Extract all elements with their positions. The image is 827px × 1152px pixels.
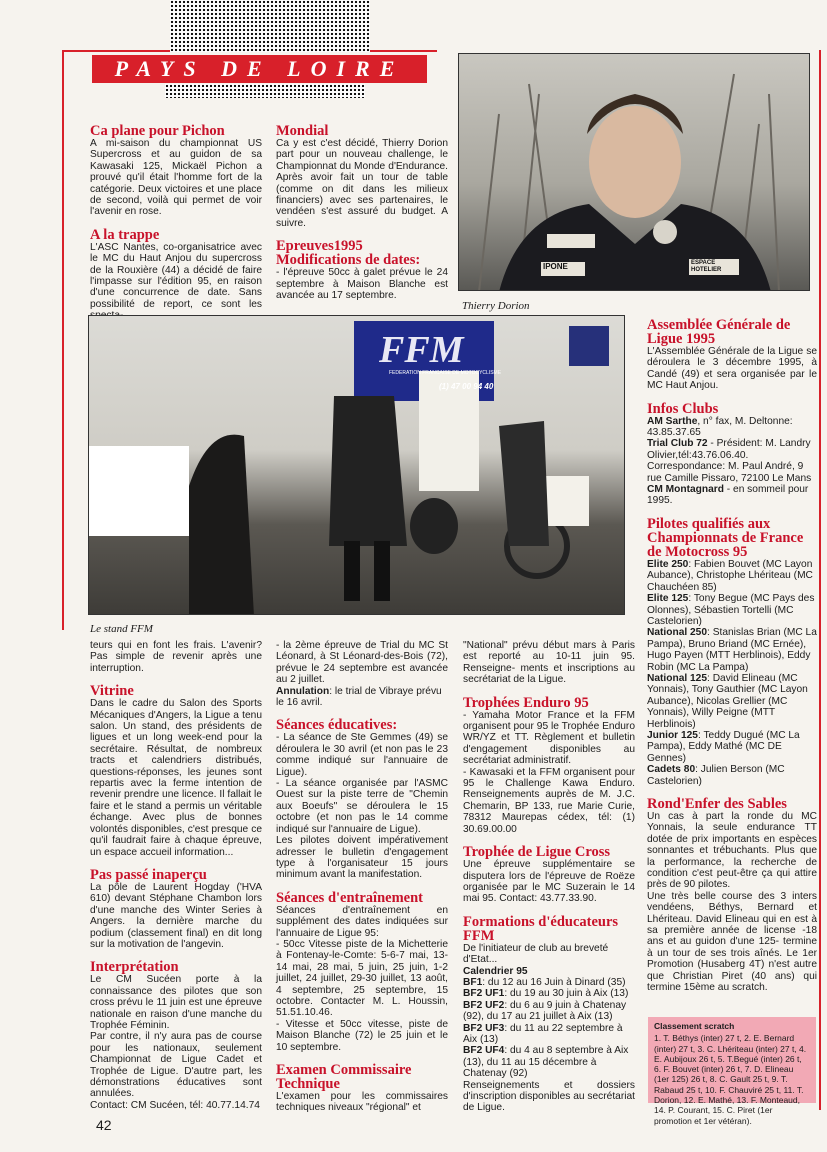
club-am-sarthe [647, 416, 817, 439]
classement-title: Classement scratch [654, 1021, 735, 1031]
heading-formations: Formations d'éducateurs FFM [463, 913, 619, 944]
text-pichon: A mi-saison du championnat US Supercross et au guidon de sa Kawasaki 125, Mickaël Pichon a prouvé qu'il était l'homme fort de la catégorie. Deux victoires et une place de second, voilà qui permet de voir l'avenir en rose. [90, 138, 262, 218]
stand-sign-main: FFM [379, 329, 464, 371]
qualif-text: : Fabien Bouvet (MC Layon Aubance), Christophe Lhériteau (MC Chauchéen 85) [647, 558, 813, 593]
calendar-item-text: : du 6 au 9 juin à Chatenay (92), du 17 au 21 juillet à Aix (13) [463, 999, 627, 1023]
heading-trophee-cross: Trophée de Ligue Cross [463, 844, 611, 861]
calendar-item-label: BF2 UF1 [463, 988, 505, 1000]
heading-seances-educatives: Séances éducatives: [276, 717, 398, 734]
heading-infos-clubs: Infos Clubs [647, 400, 719, 417]
classement-text: 1. T. Béthys (inter) 27 t, 2. E. Bernard (inter) 27 t, 3. C. Lhériteau (inter) 27 t, 4. E. Aubijoux 26 t, 5. T.Begué (inter) 26 t, 6. F. Bouvet (inter) 26 t, 7. D. Elineau (1er 125) 26 t, 8. C. Gault 25 t, 9. T. Rabaud 25 t, 10. F. Chauviré 25 t, 11. T. Dorion, 12. E. Mathé, 13. F. Monteaud, 14. P. Courant, 15. C. Piret (1er promotion et 1er vétéran). [654, 1033, 807, 1126]
qualif-text: : Tony Begue (MC Pays des Olonnes), Sébastien Tortelli (MC Castelorien) [647, 593, 815, 627]
heading-seances-entrainement: Séances d'entraînement [276, 889, 423, 906]
text-interpretation-1: Le CM Sucéen porte à la connaissance des pilotes que son cross prévu le 11 juin est une épreuve nationale en raison d'une manche du Trophée Féminin. [90, 974, 262, 1031]
club-trial-72-name: Trial Club 72 [647, 438, 708, 450]
calendar-item-text: : du 19 au 30 juin à Aix (13) [504, 988, 629, 1000]
section-banner: PAYS DE LOIRE [92, 55, 427, 83]
club-cm-montagnard-info: - en sommeil pour 1995. [647, 484, 809, 507]
text-mondial: Ca y est c'est décidé, Thierry Dorion part pour un nouveau challenge, le Championnat du Monde d'Endurance. Après avoir fait un tour de table (comme on dit dans les milieux financiers) avec ses partenaires, le vendéen s'est assuré du budget. A suivre. [276, 138, 448, 229]
qualif-label: National 250 [647, 627, 708, 639]
text-interpretation-2: Par contre, il n'y aura pas de course pour les nationaux, seulement Championnat de Ligue Cadet et Trophée de Ligue. D'autre part, les démonstrations éducatives sont annulées. [90, 1031, 262, 1100]
qualif-label: Cadets 80 [647, 764, 696, 776]
club-correspondance: Correspondance: M. Paul André, 9 rue Camille Pissaro, 72100 Le Mans [647, 461, 812, 484]
text-interpretation-contact: Contact: CM Sucéen, tél: 40.77.14.74 [90, 1099, 260, 1111]
text-continuation: teurs qui en font les frais. L'avenir? Pas simple de revenir après une interruption. [90, 640, 262, 674]
text-entrainement-maison-blanche: - Vitesse et 50cc vitesse, piste de Maison Blanche (72) le 25 juin et le 10 septembre. [276, 1018, 448, 1053]
qualif-text: : David Elineau (MC Yonnais), Tony Gauthier (MC Layon Aubance), Nicolas Grellier (MC Yonnais), Willy Peigne (MTT Herblinois) [647, 672, 808, 730]
qualif-text: : Julien Berson (MC Castelorien) [647, 764, 785, 787]
text-trial-st-leonard: - la 2ème épreuve de Trial du MC St Léonard, à St Léonard-des-Bois (72), prévue le 24 septembre est avancée au 2 juillet. [276, 640, 448, 686]
column-1 [90, 640, 262, 1111]
heading-interpretation: Interprétation [90, 959, 179, 976]
heading-pilotes: Pilotes qualifiés aux Championnats de France de Motocross 95 [647, 515, 804, 560]
text-annulation [276, 686, 448, 709]
banner-halftone-bottom [165, 84, 365, 98]
heading-epreuves: Epreuves1995 Modifications de dates: [276, 238, 421, 269]
jacket-logo-espace: ESPACE HOTELIER [691, 260, 722, 273]
calendar-item-text: : du 4 au 8 septembre à Aix (13), du 11 au 15 décembre à Chatenay (92) [463, 1045, 629, 1080]
calendar-item [463, 1000, 635, 1023]
heading-rond-enfer: Rond'Enfer des Sables [647, 796, 787, 812]
calendar-item-label: BF1 [463, 976, 483, 988]
column-2 [276, 640, 448, 1114]
calendar-item [463, 1023, 635, 1046]
calendar-item-text: : du 12 au 16 Juin à Dinard (35) [482, 976, 626, 988]
right-red-rule [819, 50, 821, 1110]
qualif-text: : Teddy Dugué (MC La Pampa), Eddy Mathé (MC DE Gennes) [647, 729, 800, 764]
left-red-rule [62, 50, 64, 630]
qualif-text: : Stanislas Brian (MC La Pampa), Bruno Briand (MC Ernée), Hugo Payen (MTT Herblinois), Eddy Robin (MC La Pampa) [647, 627, 817, 673]
calendar-title [463, 966, 635, 977]
text-trappe: L'ASC Nantes, co-organisatrice avec le MC du Haut Anjou du supercross de la Rouxière (44) a décidé de faire l'impasse sur l'édition 95, en raison d'une concurrence de date. Sans possibilité de report, ce sont les [90, 241, 262, 310]
heading-vitrine: Vitrine [90, 683, 134, 700]
club-trial-72-info: - Président: M. Landry Olivier,tél:43.76.06.40. [647, 438, 811, 461]
text-trophee-cross: Une épreuve supplémentaire se disputera lors de l'épreuve de Roëze organisée par le MC Suzerain le 14 mai 95. Contact: 43.77.33.90. [463, 859, 635, 905]
calendar-item [463, 1045, 635, 1079]
stand-sign-phone: (1) 47 00 94 40 [439, 382, 494, 391]
calendar-item-label: BF2 UF3 [463, 1022, 505, 1034]
text-trophee-kawasaki: - Kawasaki et la FFM organisent pour 95 le Challenge Kawa Enduro. Renseignements auprès de M. J.C. Chemarin, BP 133, rue Marie Curie, 78312 Maurepas cédex, tél: (1) 30.69.00.00 [463, 766, 635, 835]
qualif-label: Elite 250 [647, 558, 689, 570]
annulation-label: Annulation [276, 685, 330, 697]
heading-pichon: Ca plane pour Pichon [90, 123, 225, 139]
calendar-item-label: BF2 UF4 [463, 1045, 505, 1057]
classement-box [648, 1017, 816, 1126]
portrait-caption: Thierry Dorion [462, 300, 530, 312]
column-4 [647, 318, 817, 994]
text-rond-enfer-1: Un cas à part la ronde du MC Yonnais, la seule endurance TT dotée de prix importants en espèces sonnantes et trébuchants. Plus que la performance, la recherche de condition c'est peut-être ça qui attire près de 90 pilotes. [647, 811, 817, 891]
text-trophee-yamaha: - Yamaha Motor France et la FFM organisent pour 95 le Trophée Enduro WR/YZ et TT. Règlement et bulletin d'engagement disponibles au secrétariat administratif. [463, 709, 635, 767]
text-entrainement-michetterie: - 50cc Vitesse piste de la Michetterie à Fontenay-le-Comte: 5-6-7 mai, 13-14 mai, 28 mai, 5 juin, 25 juin, 1-2 juillet, 24 juillet, 29-30 juillet, 13 août, 4 septembre, 25 septembre, 15 octobre. Contacter M. L. Houssin, 51.51.10.46. [276, 938, 448, 1019]
qualif-national-125 [647, 673, 817, 730]
qualif-label: National 125 [647, 672, 708, 684]
text-rond-enfer-2: Une très belle course des 3 inters vendéens, Béthys, Bernard et Lhériteau. David Elineau qui en est à sa première année de license -18 ans et au guidon d'une 125- termine à un tour de ses trois aînés. Le 1er Promotion (Husaberg 4T) n'est autre que Christian Piret (40 ans) qui termine 15ème au scratch. [647, 890, 817, 994]
calendar-item [463, 988, 635, 999]
portrait-photo [458, 53, 810, 291]
stand-sign-sub: FEDERATION FRANCAISE DE MOTOCYCLISME [389, 370, 502, 376]
calendar-title-text: Calendrier 95 [463, 965, 528, 977]
text-seance-asmc: - La séance organisée par l'ASMC Ouest sur la piste terre de "Chemin aux Boeufs" se déroulera le 15 octobre (et non pas le 14 comme indiqué sur l'annuaire de Ligue). [276, 778, 448, 835]
portrait-illustration [459, 54, 810, 291]
stand-caption: Le stand FFM [90, 623, 153, 635]
qualif-elite-125 [647, 593, 817, 627]
column-1-top [90, 124, 262, 322]
club-am-sarthe-info: , n° fax, M. Deltonne: 43.85.37.65 [647, 415, 793, 439]
text-epreuves: - l'épreuve 50cc à galet prévue le 24 septembre à Maison Blanche est avancée au 17 septembre. [276, 267, 448, 302]
text-vitrine: Dans le cadre du Salon des Sports Mécaniques d'Angers, la Ligue a tenu salon. Un stand, des présidents de ligues et un long week-end pour la secrétaire. Résultat, de nombreux tracts et calendriers distribués, questions-réponses, les jeunes sont repartis avec la ferme intention de revenir prendre une licence. Il fallait le faire et le stand a permis un véritable échange. Avec plus de bonnes volontés disponibles, c'est presque ce qu'il faudrait faire à chaque épreuve, un espace accueil information... [90, 698, 262, 858]
banner-halftone-top [170, 0, 370, 52]
qualif-label: Elite 125 [647, 593, 689, 605]
heading-inapercu: Pas passé inaperçu [90, 866, 207, 883]
text-examen-continuation: "National" prévu début mars à Paris est reporté au 10-11 juin 95. Renseigne- ments et inscriptions au secrétariat de la Ligue. [463, 640, 635, 686]
page-number: 42 [96, 1117, 112, 1133]
text-seance-ste-gemmes: - La séance de Ste Gemmes (49) se déroulera le 30 avril (et non pas le 23 comme indiqué sur l'annuaire de Ligue). [276, 732, 448, 778]
heading-assemblee: Assemblée Générale de Ligue 1995 [647, 317, 791, 347]
qualif-label: Junior 125 [647, 729, 698, 741]
club-am-sarthe-name: AM Sarthe [647, 415, 698, 427]
column-3 [463, 640, 635, 1114]
club-cm-montagnard-name: CM Montagnard [647, 484, 724, 496]
text-seance-bulletin: Les pilotes doivent impérativement adresser le bulletin d'engagement type à l'organisateur 15 jours minimum avant la manifestation. [276, 835, 448, 881]
qualif-elite-250 [647, 559, 817, 593]
text-formations-renseignements: Renseignements et dossiers d'inscription disponibles au secrétariat de Ligue. [463, 1079, 635, 1114]
annulation-text: : le trial de Vibraye prévu le 16 avril. [276, 685, 442, 709]
stand-photo [88, 315, 625, 615]
jacket-logo-ipone: IPONE [543, 262, 568, 271]
stand-illustration [89, 316, 625, 615]
heading-trophees-enduro: Trophées Enduro 95 [463, 694, 589, 711]
club-cm-montagnard [647, 484, 817, 507]
calendar-item-label: BF2 UF2 [463, 999, 505, 1011]
calendar-item-text: : du 11 au 22 septembre à Aix (13) [463, 1022, 623, 1045]
text-assemblee: L'Assemblée Générale de la Ligue se déroulera le 3 décembre 1995, à Candé (49) et sera organisée par le MC Haut Anjou. [647, 346, 817, 392]
heading-trappe: A la trappe [90, 226, 160, 243]
club-trial-72 [647, 438, 817, 461]
calendar-item [463, 977, 635, 988]
heading-examen: Examen Commissaire Technique [276, 1062, 412, 1092]
qualif-national-250 [647, 627, 817, 673]
qualif-junior-125 [647, 730, 817, 764]
qualif-cadets-80 [647, 764, 817, 787]
text-entrainement-intro: Séances d'entraînement en supplément des dates indiquées sur l'annuaire de Ligue 95: [276, 904, 448, 939]
text-inapercu: La pôle de Laurent Hogday ('HVA 610) devant Stéphane Chambon lors d'une manche des Winter Series à Angers. la dernière marche du podium (classement final) en dit long sur la motivation de l'angevin. [90, 881, 262, 950]
heading-mondial: Mondial [276, 123, 329, 139]
column-2-top [276, 124, 448, 301]
text-formations-intro: De l'initiateur de club au breveté d'Etat... [463, 942, 609, 966]
text-examen: L'examen pour les commissaires techniques niveaux "régional" et [276, 1091, 448, 1114]
